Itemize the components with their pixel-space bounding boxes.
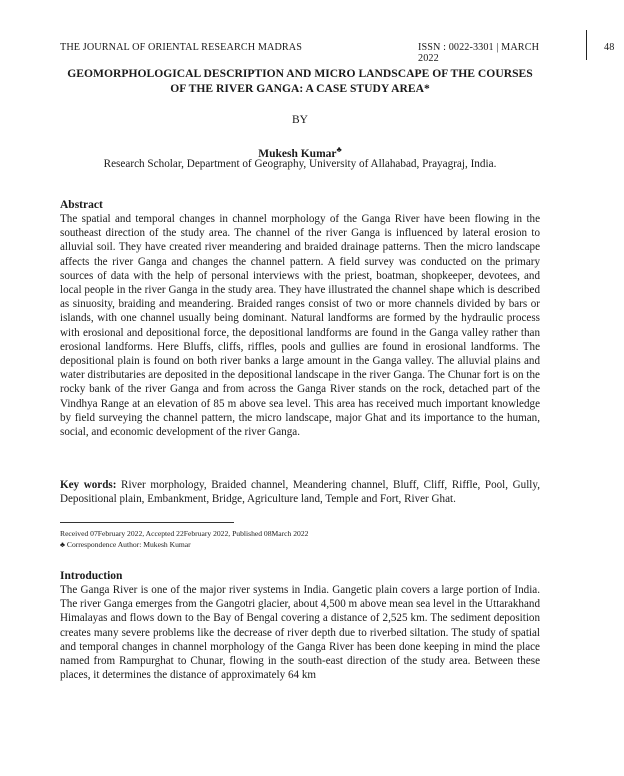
footnote-divider <box>60 522 234 523</box>
footnote-correspondence: ♣ Correspondence Author: Mukesh Kumar <box>60 540 191 549</box>
introduction-heading: Introduction <box>60 570 123 582</box>
journal-name: THE JOURNAL OF ORIENTAL RESEARCH MADRAS <box>60 42 303 53</box>
page-number: 48 <box>604 42 615 53</box>
paper-title: GEOMORPHOLOGICAL DESCRIPTION AND MICRO LANDSCAPE OF THE COURSES OF THE RIVER GANGA: A CASE STUDY AREA* <box>67 67 533 95</box>
author-name-text: Mukesh Kumar <box>258 147 337 160</box>
club-icon: ♣ <box>336 145 342 154</box>
footnote-dates: Received 07February 2022, Accepted 22February 2022, Published 08March 2022 <box>60 529 309 538</box>
by-line: BY <box>292 114 308 126</box>
header-divider <box>586 30 587 60</box>
issn-date: ISSN : 0022-3301 | MARCH 2022 <box>418 42 540 64</box>
abstract-heading: Abstract <box>60 199 103 211</box>
keywords <box>60 478 540 506</box>
introduction-body: The Ganga River is one of the major river systems in India. Gangetic plain covers a large portion of India. The river Ganga emerges from the Gangotri glacier, about 4,500 m above mean sea level in the Uttarakhand Himalayas and flows down to the Bay of Bengal covering a distance of 2,525 km. The sediment deposition creates many severe problems like the decrease of river depth due to riverbed siltation. The study of spatial and temporal changes in channel morphology of the Ganga River has been done keeping in mind the place named from Rampurghat to Chunar, flowing in the south-east direction of the study area. Between these places, it determines the distance of approximately 64 km <box>60 584 540 682</box>
author-affiliation: Research Scholar, Department of Geography, University of Allahabad, Prayagraj, India. <box>103 158 497 170</box>
keywords-list: River morphology, Braided channel, Meandering channel, Bluff, Cliff, Riffle, Pool, Gully, Depositional plain, Embankment, Bridge, Agriculture land, Temple and Fort, River Ghat. <box>60 479 540 506</box>
keywords-label: Key words: <box>60 479 117 491</box>
running-header <box>60 40 615 64</box>
abstract-body: The spatial and temporal changes in channel morphology of the Ganga River have been flowing in the southeast direction of the study area. The channel of the river Ganga is influenced by lateral erosion to alluvial soil. They have created river meandering and braided drainage patterns. Then the micro landscape affects the river Ganga and changes the channel pattern. A field survey was conducted on the primary sources of data with the help of personal interviews with the priest, boatman, shopkeeper, devotees, and local people in the river Ganga in the study area. They have illustrated the channel shape which is described as sinuosity, braiding and meandering. Braided ranges consist of two or more channels divided by bars or islands, with one channel usually being dominant. Natural landforms are formed by the hydraulic process with erosional and depositional force, the depositional landforms are found in the Ganga valley rather than erosional landforms. Here Bluffs, cliffs, riffles, pools and gullies are found in erosional landforms. The depositional plain is found on both river banks a large amount in the Ganga valley. The alluvial plains and water distributaries are deposited in the depositional landscape in the river Ganga. The Chunar fort is on the rocky bank of the river Ganga and from across the Ganga River stands on the rock, detached part of the Vindhya Range at an elevation of 85 m above sea level. This area has received much important knowledge by field surveying the channel pattern, the micro landscape, major Ghat and its importance to the human, social, and economic development of the river Ganga. <box>60 213 540 439</box>
